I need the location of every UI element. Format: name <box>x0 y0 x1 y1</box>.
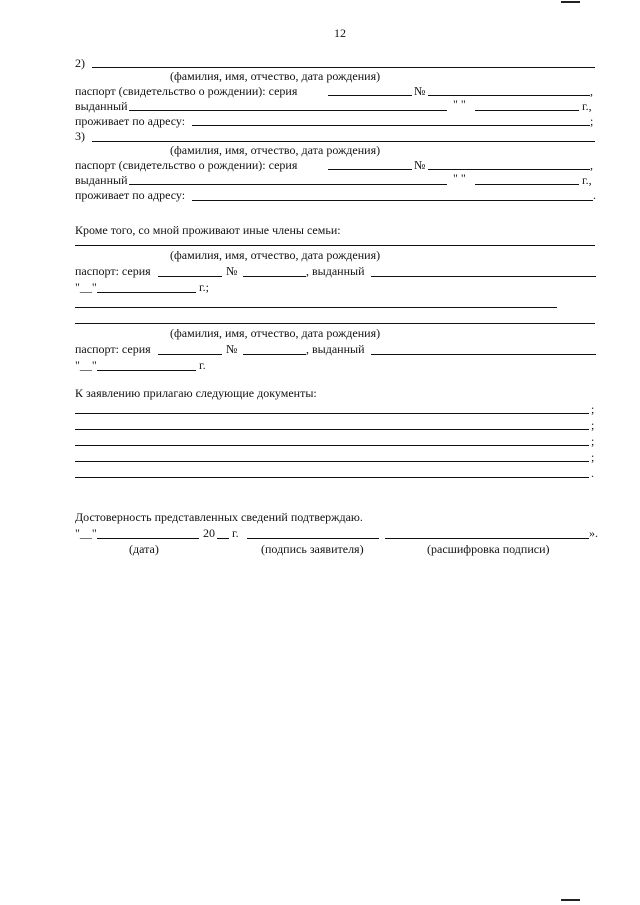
address-label-2: проживает по адресу: <box>75 114 186 128</box>
member-b-no-line <box>243 354 306 355</box>
other-members-heading: Кроме того, со мной проживают иные члены семьи: <box>75 223 341 237</box>
label-decode: (расшифровка подписи) <box>427 542 550 556</box>
member-b-series-line <box>158 354 222 355</box>
period-3: . <box>593 188 596 202</box>
document-line-5 <box>75 477 589 478</box>
doc-semicolon-2: ; <box>591 418 595 432</box>
doc-semicolon-4: ; <box>591 450 595 464</box>
date-line-3 <box>475 184 579 185</box>
date-quote-3: " " <box>453 171 466 185</box>
member-b-caption: (фамилия, имя, отчество, дата рождения) <box>170 326 381 340</box>
scan-mark-bottom <box>561 899 580 901</box>
confirm-year-line <box>217 538 229 539</box>
label-signature: (подпись заявителя) <box>261 542 364 556</box>
doc-period-5: . <box>591 466 594 480</box>
member-a-issued-label: , выданный <box>306 264 365 278</box>
member-a-caption: (фамилия, имя, отчество, дата рождения) <box>170 248 381 262</box>
confirm-year: 20 <box>203 526 215 540</box>
member-b-year-line <box>172 370 196 371</box>
address-line-2 <box>192 125 590 126</box>
year-g-3: г., <box>582 173 592 187</box>
name-line-2 <box>92 67 595 68</box>
issued-label-2: выданный <box>75 99 128 113</box>
item-number-2: 2) <box>75 56 85 70</box>
member-b-name-line <box>75 323 595 324</box>
member-b-issued-line <box>371 354 596 355</box>
label-date: (дата) <box>129 542 159 556</box>
passport-series-line-3 <box>328 169 412 170</box>
date-line-2 <box>475 110 579 111</box>
passport-label-3: паспорт (свидетельство о рождении): серия <box>75 158 298 172</box>
passport-no-label-2: № <box>414 84 426 98</box>
passport-series-line-2 <box>328 95 412 96</box>
document-line-4 <box>75 461 589 462</box>
member-a-extra-line <box>75 307 557 308</box>
document-line-1 <box>75 413 589 414</box>
member-b-g: г. <box>199 358 206 372</box>
address-line-3 <box>192 200 593 201</box>
comma-2a: , <box>590 84 593 98</box>
member-a-passport-label: паспорт: серия <box>75 264 151 278</box>
passport-label-2: паспорт (свидетельство о рождении): серия <box>75 84 298 98</box>
member-a-issued-line <box>371 276 596 277</box>
documents-heading: К заявлению прилагаю следующие документы: <box>75 386 317 400</box>
date-quote-2: " " <box>453 97 466 111</box>
passport-no-label-3: № <box>414 158 426 172</box>
passport-no-line-2 <box>428 95 590 96</box>
year-g-2: г., <box>582 99 592 113</box>
confirm-quote: "__" <box>75 526 97 540</box>
name-caption-2: (фамилия, имя, отчество, дата рождения) <box>170 69 381 83</box>
doc-semicolon-1: ; <box>591 402 595 416</box>
scan-mark-top <box>561 1 580 3</box>
member-a-year-line <box>172 292 196 293</box>
semicolon-2: ; <box>590 114 594 128</box>
member-a-no-label: № <box>226 264 238 278</box>
confirm-g: г. <box>232 526 239 540</box>
signature-decode-line <box>385 538 589 539</box>
member-a-name-line <box>75 245 595 246</box>
passport-no-line-3 <box>428 169 590 170</box>
issued-line-3 <box>129 184 447 185</box>
member-b-issued-label: , выданный <box>306 342 365 356</box>
document-line-2 <box>75 429 589 430</box>
page-number: 12 <box>334 26 346 40</box>
confirm-date-line <box>97 538 199 539</box>
signature-line <box>247 538 379 539</box>
comma-3a: , <box>590 158 593 172</box>
document-line-3 <box>75 445 589 446</box>
item-number-3: 3) <box>75 129 85 143</box>
member-a-g: г.; <box>199 280 209 294</box>
address-label-3: проживает по адресу: <box>75 188 186 202</box>
member-b-passport-label: паспорт: серия <box>75 342 151 356</box>
confirm-close: ». <box>589 526 598 540</box>
name-line-3 <box>92 141 595 142</box>
member-b-no-label: № <box>226 342 238 356</box>
confirm-text: Достоверность представленных сведений подтверждаю. <box>75 510 363 524</box>
member-a-quote: "__" <box>75 280 97 294</box>
issued-label-3: выданный <box>75 173 128 187</box>
member-b-quote: "__" <box>75 358 97 372</box>
member-a-no-line <box>243 276 306 277</box>
issued-line-2 <box>129 110 447 111</box>
member-a-series-line <box>158 276 222 277</box>
doc-semicolon-3: ; <box>591 434 595 448</box>
name-caption-3: (фамилия, имя, отчество, дата рождения) <box>170 143 381 157</box>
